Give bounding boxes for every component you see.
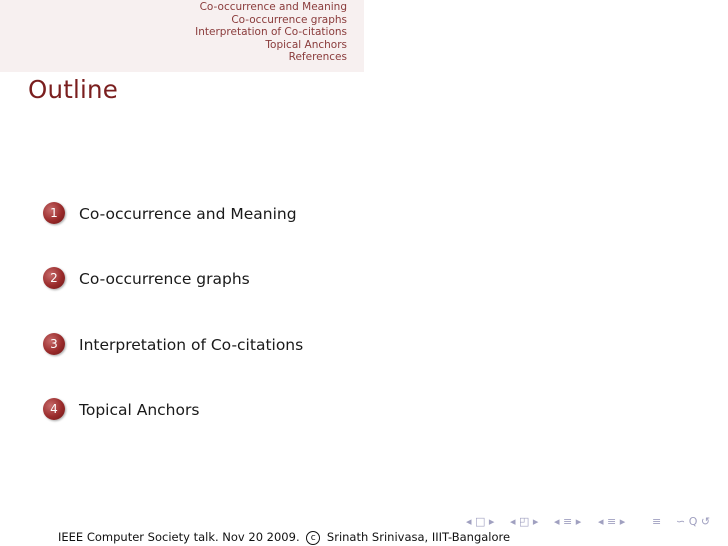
- footer-right-text: Srinath Srinivasa, IIIT-Bangalore: [326, 530, 511, 544]
- section-navigation-bar: [0, 0, 728, 72]
- toc-label: Interpretation of Co-citations: [79, 336, 304, 354]
- frame-nav-icon[interactable]: ◂ □ ▸: [466, 515, 495, 528]
- toc-number-ball: 4: [43, 398, 65, 420]
- nav-section-cooccurrence-graphs[interactable]: Co-occurrence graphs: [231, 13, 347, 26]
- nav-section-topical-anchors[interactable]: Topical Anchors: [265, 38, 347, 51]
- toc-label: Topical Anchors: [79, 401, 200, 419]
- nav-section-references[interactable]: References: [288, 51, 347, 64]
- document-nav-icon[interactable]: ◂ ≡ ▸: [598, 515, 626, 528]
- footer-left-text: IEEE Computer Society talk. Nov 20 2009.: [58, 530, 300, 544]
- toc-item-3[interactable]: [42, 333, 442, 359]
- frame-title: Outline: [28, 75, 119, 104]
- navigation-background-right: [364, 0, 728, 72]
- toc-item-1[interactable]: [42, 202, 442, 228]
- toc-number-ball: 3: [43, 333, 65, 355]
- toc-label: Co-occurrence and Meaning: [79, 205, 297, 223]
- nav-section-cooccurrence-meaning[interactable]: Co-occurrence and Meaning: [199, 1, 347, 13]
- copyright-icon: c: [306, 531, 320, 545]
- section-nav-icon[interactable]: ◂ ≡ ▸: [554, 515, 582, 528]
- toc-item-2[interactable]: [42, 267, 442, 293]
- toc-number-ball: 1: [43, 202, 65, 224]
- toc-number-ball: 2: [43, 267, 65, 289]
- search-nav-icon[interactable]: ∽ Q ↺: [676, 515, 711, 528]
- appendix-nav-icon[interactable]: ≡: [652, 515, 662, 528]
- footer: [0, 524, 728, 546]
- toc-label: Co-occurrence graphs: [79, 270, 250, 288]
- toc-item-4[interactable]: [42, 398, 442, 424]
- nav-section-cocitations[interactable]: Interpretation of Co-citations: [195, 26, 347, 39]
- section-list: [195, 1, 347, 64]
- footer-credit: [58, 530, 510, 545]
- subsection-nav-icon[interactable]: ◂ ◰ ▸: [510, 515, 539, 528]
